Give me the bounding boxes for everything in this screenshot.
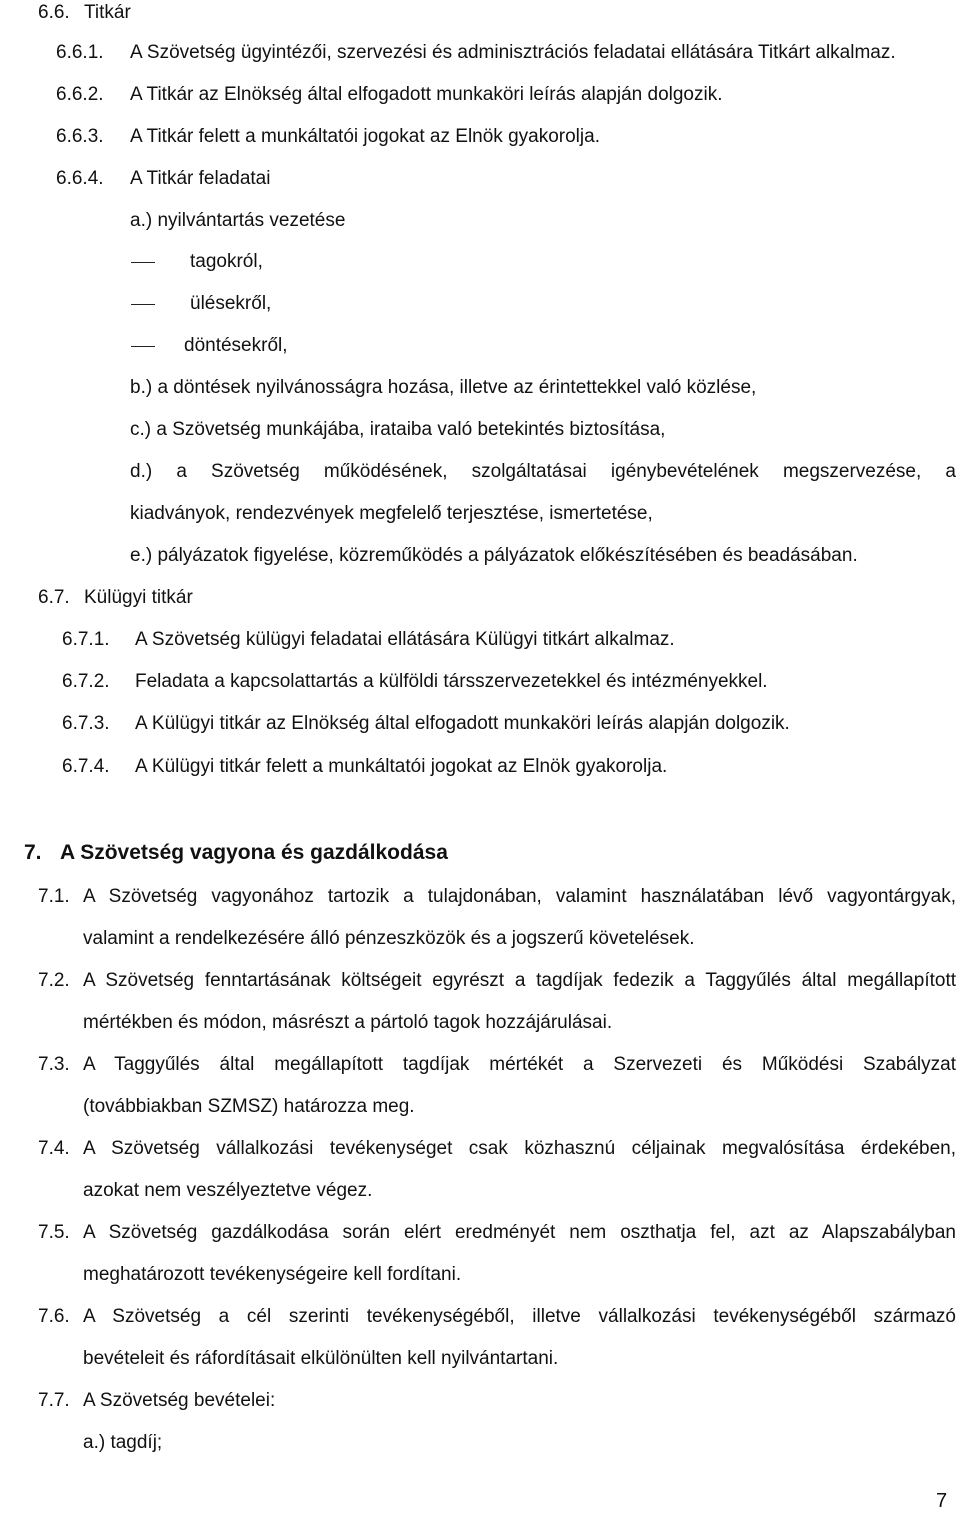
item-number: 7.3.	[38, 1054, 70, 1075]
item-text-line1: A Szövetség a cél szerinti tevékenységéből, illetve vállalkozási tevékenységéből származó	[83, 1306, 956, 1327]
item-number: 7.1.	[38, 886, 70, 907]
item-number: 6.6.3.	[56, 126, 104, 147]
item-text: Feladata a kapcsolattartás a külföldi társszervezetekkel és intézményekkel.	[135, 671, 768, 692]
item-text-line2: meghatározott tevékenységeire kell fordítani.	[83, 1264, 462, 1285]
item-text: A Titkár felett a munkáltatói jogokat az Elnök gyakorolja.	[130, 126, 600, 147]
sub-item-a: a.) tagdíj;	[83, 1432, 163, 1453]
sub-item-c: c.) a Szövetség munkájába, irataiba való betekintés biztosítása,	[130, 419, 666, 440]
dash-bullet-icon	[131, 304, 155, 305]
item-number: 6.6.2.	[56, 84, 104, 105]
item-number: 6.7.3.	[62, 713, 110, 734]
dash-bullet-icon	[131, 262, 155, 263]
item-text: A Szövetség ügyintézői, szervezési és adminisztrációs feladatai ellátására Titkárt alkalmaz.	[130, 42, 896, 63]
item-text: A Külügyi titkár az Elnökség által elfogadott munkaköri leírás alapján dolgozik.	[135, 713, 790, 734]
item-text-line1: A Szövetség gazdálkodása során elért eredményét nem oszthatja fel, azt az Alapszabályban	[83, 1222, 956, 1243]
sub-item-e: e.) pályázatok figyelése, közreműködés a pályázatok előkészítésében és beadásában.	[130, 545, 858, 566]
bullet-text: ülésekről,	[190, 293, 272, 314]
item-number: 6.6.4.	[56, 168, 104, 189]
section-title: Külügyi titkár	[84, 587, 193, 608]
item-text-line2: bevételeit és ráfordításait elkülönülten kell nyilvántartani.	[83, 1348, 559, 1369]
item-text-line1: A Szövetség vállalkozási tevékenységet csak közhasznú céljainak megvalósítása érdekében,	[83, 1138, 956, 1159]
item-number: 6.7.2.	[62, 671, 110, 692]
sub-item-a: a.) nyilvántartás vezetése	[130, 210, 346, 231]
item-number: 6.7.4.	[62, 756, 110, 777]
item-text-line1: A Szövetség fenntartásának költségeit egyrészt a tagdíjak fedezik a Taggyűlés által megállapított	[83, 970, 956, 991]
section-number: 6.7.	[38, 587, 70, 608]
item-text-line2: (továbbiakban SZMSZ) határozza meg.	[83, 1096, 415, 1117]
item-number: 6.7.1.	[62, 629, 110, 650]
item-number: 7.7.	[38, 1390, 70, 1411]
item-text-line1: A Taggyűlés által megállapított tagdíjak mértékét a Szervezeti és Működési Szabályzat	[83, 1054, 956, 1075]
item-text-line1: A Szövetség bevételei:	[83, 1390, 276, 1411]
item-number: 7.2.	[38, 970, 70, 991]
item-text: A Külügyi titkár felett a munkáltatói jogokat az Elnök gyakorolja.	[135, 756, 668, 777]
item-number: 7.6.	[38, 1306, 70, 1327]
item-number: 7.4.	[38, 1138, 70, 1159]
section-title: Titkár	[84, 2, 131, 23]
page-number: 7	[936, 1490, 948, 1512]
item-text-line2: valamint a rendelkezésére álló pénzeszközök és a jogszerű követelések.	[83, 928, 695, 949]
sub-item-d-line2: kiadványok, rendezvények megfelelő terjesztése, ismertetése,	[130, 503, 653, 524]
item-text: A Szövetség külügyi feladatai ellátására Külügyi titkárt alkalmaz.	[135, 629, 675, 650]
chapter-number: 7.	[24, 841, 42, 864]
item-text-line2: azokat nem veszélyeztetve végez.	[83, 1180, 373, 1201]
item-number: 6.6.1.	[56, 42, 104, 63]
item-text: A Titkár feladatai	[130, 168, 271, 189]
chapter-title: A Szövetség vagyona és gazdálkodása	[60, 841, 448, 864]
sub-item-b: b.) a döntések nyilvánosságra hozása, illetve az érintettekkel való közlése,	[130, 377, 757, 398]
item-text: A Titkár az Elnökség által elfogadott munkaköri leírás alapján dolgozik.	[130, 84, 723, 105]
item-text-line1: A Szövetség vagyonához tartozik a tulajdonában, valamint használatában lévő vagyontárgyak,	[83, 886, 956, 907]
bullet-text: tagokról,	[190, 251, 263, 272]
item-number: 7.5.	[38, 1222, 70, 1243]
bullet-text: döntésekről,	[184, 335, 288, 356]
item-text-line2: mértékben és módon, másrészt a pártoló tagok hozzájárulásai.	[83, 1012, 613, 1033]
section-number: 6.6.	[38, 2, 70, 23]
dash-bullet-icon	[131, 346, 155, 347]
sub-item-d-line1: d.) a Szövetség működésének, szolgáltatásai igénybevételének megszervezése, a	[130, 461, 956, 482]
